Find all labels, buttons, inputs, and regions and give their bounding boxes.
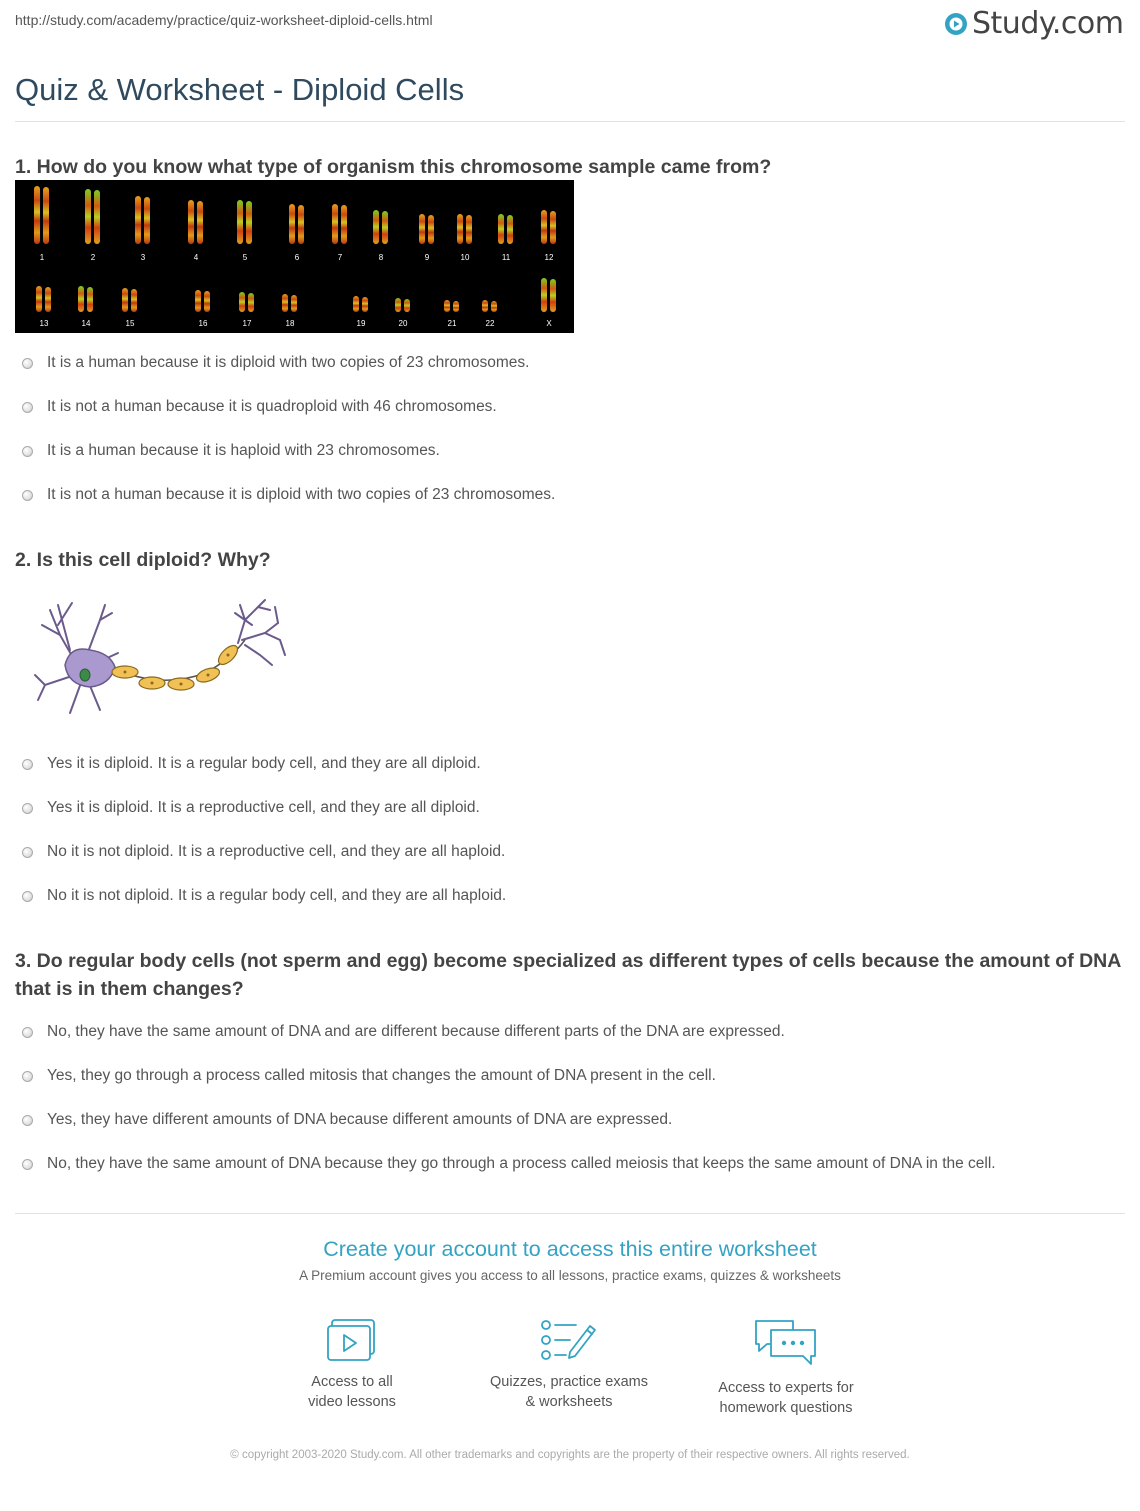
page-title: Quiz & Worksheet - Diploid Cells <box>15 72 465 107</box>
chromosome <box>135 196 141 244</box>
option-label: It is not a human because it is quadroploid with 46 chromosomes. <box>47 398 497 415</box>
chromosome-label: 16 <box>198 319 208 328</box>
chromosome <box>239 292 245 312</box>
logo-text: Study.com <box>972 6 1124 41</box>
chromosome <box>45 287 51 312</box>
q2-option-1[interactable] <box>22 753 481 775</box>
feature-line-1: Quizzes, practice exams <box>490 1374 648 1390</box>
video-lesson-icon <box>326 1318 378 1362</box>
q2-option-4[interactable] <box>22 885 506 907</box>
chromosome-label: 15 <box>125 319 135 328</box>
q3-option-2[interactable] <box>22 1065 716 1087</box>
quiz-list-icon <box>540 1318 598 1362</box>
page-url: http://study.com/academy/practice/quiz-worksheet-diploid-cells.html <box>15 12 433 28</box>
chromosome <box>541 278 547 312</box>
chromosome <box>195 290 201 312</box>
option-label: Yes, they go through a process called mitosis that changes the amount of DNA present in the cell. <box>47 1067 716 1084</box>
radio-button[interactable] <box>22 1159 33 1170</box>
chromosome <box>237 200 243 244</box>
feature-quizzes[interactable] <box>469 1318 669 1412</box>
feature-line-2: homework questions <box>719 1400 853 1416</box>
chromosome <box>382 211 388 244</box>
radio-button[interactable] <box>22 446 33 457</box>
q1-option-4[interactable] <box>22 484 555 506</box>
chromosome <box>507 215 513 244</box>
chromosome <box>404 299 410 312</box>
play-logo-icon <box>944 12 968 36</box>
karyotype-image <box>15 180 574 333</box>
chromosome-label: 6 <box>294 253 300 262</box>
option-label: It is not a human because it is diploid with two copies of 23 chromosomes. <box>47 486 556 503</box>
option-label: Yes, they have different amounts of DNA because different amounts of DNA are expressed. <box>47 1111 673 1128</box>
radio-button[interactable] <box>22 1115 33 1126</box>
chromosome <box>34 186 40 244</box>
feature-video-lessons[interactable] <box>252 1318 452 1412</box>
chromosome-label: 10 <box>460 253 470 262</box>
radio-button[interactable] <box>22 803 33 814</box>
chromosome-label: 17 <box>242 319 252 328</box>
chromosome <box>43 187 49 244</box>
chromosome <box>362 297 368 312</box>
chromosome <box>291 295 297 312</box>
option-label: Yes it is diploid. It is a reproductive cell, and they are all diploid. <box>47 799 480 816</box>
option-label: Yes it is diploid. It is a regular body cell, and they are all diploid. <box>47 755 481 772</box>
chromosome-label: 22 <box>485 319 495 328</box>
cta-title-link[interactable]: Create your account to access this entire worksheet <box>323 1237 817 1261</box>
radio-button[interactable] <box>22 847 33 858</box>
chromosome <box>428 215 434 244</box>
option-label: No it is not diploid. It is a reproductive cell, and they are all haploid. <box>47 843 506 860</box>
chromosome-label: 1 <box>39 253 45 262</box>
feature-line-1: Access to all <box>311 1374 393 1390</box>
chromosome-label: 5 <box>242 253 248 262</box>
q1-option-3[interactable] <box>22 440 440 462</box>
chromosome-label: 19 <box>356 319 366 328</box>
chromosome-label: 12 <box>544 253 554 262</box>
chromosome <box>332 204 338 244</box>
chromosome <box>498 214 504 244</box>
chromosome-label: X <box>546 319 552 328</box>
option-label: No, they have the same amount of DNA because they go through a process called meiosis that keeps the same amount of DNA in the cell. <box>47 1155 996 1172</box>
chromosome-label: 21 <box>447 319 457 328</box>
neuron-image <box>30 595 290 720</box>
option-label: It is a human because it is diploid with two copies of 23 chromosomes. <box>47 354 530 371</box>
title-divider <box>15 121 1125 122</box>
cta-subtitle: A Premium account gives you access to all lessons, practice exams, quizzes & worksheets <box>299 1268 841 1283</box>
option-label: It is a human because it is haploid with 23 chromosomes. <box>47 442 440 459</box>
chromosome <box>94 190 100 244</box>
feature-line-2: & worksheets <box>525 1394 613 1410</box>
chromosome <box>353 296 359 312</box>
chromosome-label: 14 <box>81 319 91 328</box>
chromosome-label: 7 <box>337 253 343 262</box>
question-1: 1. How do you know what type of organism this chromosome sample came from? <box>15 156 772 178</box>
chromosome <box>36 286 42 312</box>
chromosome <box>482 300 488 312</box>
chromosome <box>298 205 304 244</box>
chromosome <box>144 197 150 244</box>
chromosome-label: 18 <box>285 319 295 328</box>
chromosome <box>541 210 547 244</box>
chromosome <box>246 201 252 244</box>
feature-experts[interactable] <box>686 1318 886 1418</box>
chromosome <box>131 289 137 312</box>
q3-option-1[interactable] <box>22 1021 785 1043</box>
chromosome <box>122 288 128 312</box>
chromosome <box>289 204 295 244</box>
chromosome <box>444 300 450 312</box>
radio-button[interactable] <box>22 1027 33 1038</box>
chromosome-label: 4 <box>193 253 199 262</box>
radio-button[interactable] <box>22 1071 33 1082</box>
feature-line-1: Access to experts for <box>718 1380 854 1396</box>
chromosome <box>491 301 497 312</box>
chromosome-label: 3 <box>140 253 146 262</box>
chromosome <box>282 294 288 312</box>
q3-option-4[interactable] <box>22 1153 996 1175</box>
q3-option-3[interactable] <box>22 1109 672 1131</box>
chromosome <box>248 293 254 312</box>
copyright-notice: © copyright 2003-2020 Study.com. All other trademarks and copyrights are the property of their respective owners. All rights reserved. <box>230 1449 910 1461</box>
q2-option-2[interactable] <box>22 797 480 819</box>
chromosome <box>373 210 379 244</box>
chromosome-label: 11 <box>501 253 511 262</box>
chromosome-label: 20 <box>398 319 408 328</box>
option-label: No, they have the same amount of DNA and are different because different parts of the DNA are expressed. <box>47 1023 785 1040</box>
chromosome <box>466 215 472 244</box>
radio-button[interactable] <box>22 490 33 501</box>
q1-option-1[interactable] <box>22 352 529 374</box>
chromosome <box>78 286 84 312</box>
radio-button[interactable] <box>22 759 33 770</box>
cta-divider <box>15 1213 1125 1214</box>
radio-button[interactable] <box>22 358 33 369</box>
feature-line-2: video lessons <box>308 1394 396 1410</box>
chromosome-label: 8 <box>378 253 384 262</box>
chromosome <box>550 211 556 244</box>
question-3: 3. Do regular body cells (not sperm and egg) become specialized as different types of cells because the amount of DNA that is in them changes? <box>15 950 1121 1000</box>
chromosome <box>341 205 347 244</box>
q2-option-3[interactable] <box>22 841 505 863</box>
radio-button[interactable] <box>22 891 33 902</box>
chromosome <box>87 287 93 312</box>
chromosome <box>85 189 91 244</box>
study-logo[interactable] <box>944 6 1123 42</box>
chromosome <box>550 279 556 312</box>
chromosome <box>419 214 425 244</box>
chromosome <box>453 301 459 312</box>
chat-bubbles-icon <box>753 1318 819 1368</box>
option-label: No it is not diploid. It is a regular body cell, and they are all haploid. <box>47 887 507 904</box>
chromosome <box>395 298 401 312</box>
chromosome <box>197 201 203 244</box>
chromosome-label: 2 <box>90 253 96 262</box>
chromosome-label: 13 <box>39 319 49 328</box>
question-2: 2. Is this cell diploid? Why? <box>15 549 271 571</box>
radio-button[interactable] <box>22 402 33 413</box>
chromosome <box>204 291 210 312</box>
q1-option-2[interactable] <box>22 396 497 418</box>
chromosome <box>457 214 463 244</box>
chromosome <box>188 200 194 244</box>
chromosome-label: 9 <box>424 253 430 262</box>
